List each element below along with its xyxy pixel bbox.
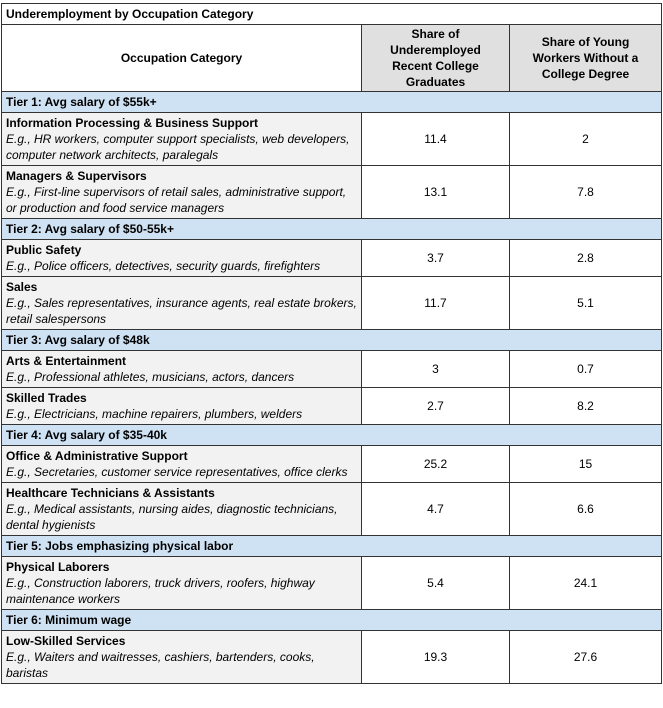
no-degree-share-value: 0.7	[510, 351, 662, 388]
occupation-cell	[2, 166, 362, 219]
occupation-name: Healthcare Technicians & Assistants	[6, 486, 215, 500]
tier-label: Tier 2: Avg salary of $50-55k+	[2, 219, 662, 240]
occupation-examples: E.g., First-line supervisors of retail sales, administrative support, or production and food service managers	[6, 185, 347, 215]
occupation-name: Physical Laborers	[6, 560, 110, 574]
table-row	[2, 446, 662, 483]
tier-label: Tier 4: Avg salary of $35-40k	[2, 425, 662, 446]
underemployment-table	[1, 3, 662, 684]
tier-label: Tier 1: Avg salary of $55k+	[2, 92, 662, 113]
occupation-cell	[2, 240, 362, 277]
graduates-share-value: 11.7	[362, 277, 510, 330]
graduates-share-value: 19.3	[362, 631, 510, 684]
tier-row	[2, 92, 662, 113]
occupation-cell	[2, 446, 362, 483]
occupation-examples: E.g., Medical assistants, nursing aides, diagnostic technicians, dental hygienists	[6, 502, 338, 532]
no-degree-share-value: 7.8	[510, 166, 662, 219]
header-occupation-category: Occupation Category	[2, 25, 362, 92]
occupation-examples: E.g., Police officers, detectives, security guards, firefighters	[6, 259, 321, 273]
occupation-examples: E.g., Electricians, machine repairers, plumbers, welders	[6, 407, 303, 421]
table-row	[2, 113, 662, 166]
table-title: Underemployment by Occupation Category	[2, 4, 662, 25]
occupation-examples: E.g., Sales representatives, insurance agents, real estate brokers, retail salespersons	[6, 296, 357, 326]
occupation-name: Sales	[6, 280, 38, 294]
header-row	[2, 25, 662, 92]
tier-row	[2, 330, 662, 351]
no-degree-share-value: 5.1	[510, 277, 662, 330]
tier-row	[2, 425, 662, 446]
occupation-cell	[2, 351, 362, 388]
occupation-cell	[2, 277, 362, 330]
occupation-examples: E.g., Construction laborers, truck drivers, roofers, highway maintenance workers	[6, 576, 315, 606]
occupation-cell	[2, 631, 362, 684]
tier-row	[2, 219, 662, 240]
tier-row	[2, 610, 662, 631]
occupation-name: Office & Administrative Support	[6, 449, 188, 463]
graduates-share-value: 3.7	[362, 240, 510, 277]
no-degree-share-value: 6.6	[510, 483, 662, 536]
tier-row	[2, 536, 662, 557]
table-row	[2, 240, 662, 277]
occupation-name: Arts & Entertainment	[6, 354, 127, 368]
graduates-share-value: 5.4	[362, 557, 510, 610]
occupation-examples: E.g., Secretaries, customer service representatives, office clerks	[6, 465, 348, 479]
tier-label: Tier 5: Jobs emphasizing physical labor	[2, 536, 662, 557]
occupation-name: Skilled Trades	[6, 391, 87, 405]
occupation-name: Managers & Supervisors	[6, 169, 147, 183]
tier-label: Tier 6: Minimum wage	[2, 610, 662, 631]
table-row	[2, 483, 662, 536]
table-row	[2, 557, 662, 610]
table-title-row	[2, 4, 662, 25]
tier-label: Tier 3: Avg salary of $48k	[2, 330, 662, 351]
header-graduates-share: Share of Underemployed Recent College Graduates	[362, 25, 510, 92]
no-degree-share-value: 15	[510, 446, 662, 483]
no-degree-share-value: 2	[510, 113, 662, 166]
occupation-examples: E.g., Professional athletes, musicians, actors, dancers	[6, 370, 295, 384]
occupation-examples: E.g., Waiters and waitresses, cashiers, bartenders, cooks, baristas	[6, 650, 315, 680]
occupation-cell	[2, 113, 362, 166]
no-degree-share-value: 2.8	[510, 240, 662, 277]
occupation-name: Low-Skilled Services	[6, 634, 126, 648]
table-row	[2, 351, 662, 388]
graduates-share-value: 3	[362, 351, 510, 388]
occupation-cell	[2, 483, 362, 536]
graduates-share-value: 25.2	[362, 446, 510, 483]
occupation-examples: E.g., HR workers, computer support specialists, web developers, computer network architects, paralegals	[6, 132, 350, 162]
graduates-share-value: 2.7	[362, 388, 510, 425]
occupation-name: Public Safety	[6, 243, 82, 257]
table-row	[2, 388, 662, 425]
header-no-degree-share: Share of Young Workers Without a College Degree	[510, 25, 662, 92]
table-row	[2, 631, 662, 684]
occupation-cell	[2, 557, 362, 610]
no-degree-share-value: 27.6	[510, 631, 662, 684]
occupation-cell	[2, 388, 362, 425]
graduates-share-value: 4.7	[362, 483, 510, 536]
occupation-name: Information Processing & Business Support	[6, 116, 259, 130]
no-degree-share-value: 8.2	[510, 388, 662, 425]
graduates-share-value: 11.4	[362, 113, 510, 166]
graduates-share-value: 13.1	[362, 166, 510, 219]
no-degree-share-value: 24.1	[510, 557, 662, 610]
table-row	[2, 166, 662, 219]
table-row	[2, 277, 662, 330]
